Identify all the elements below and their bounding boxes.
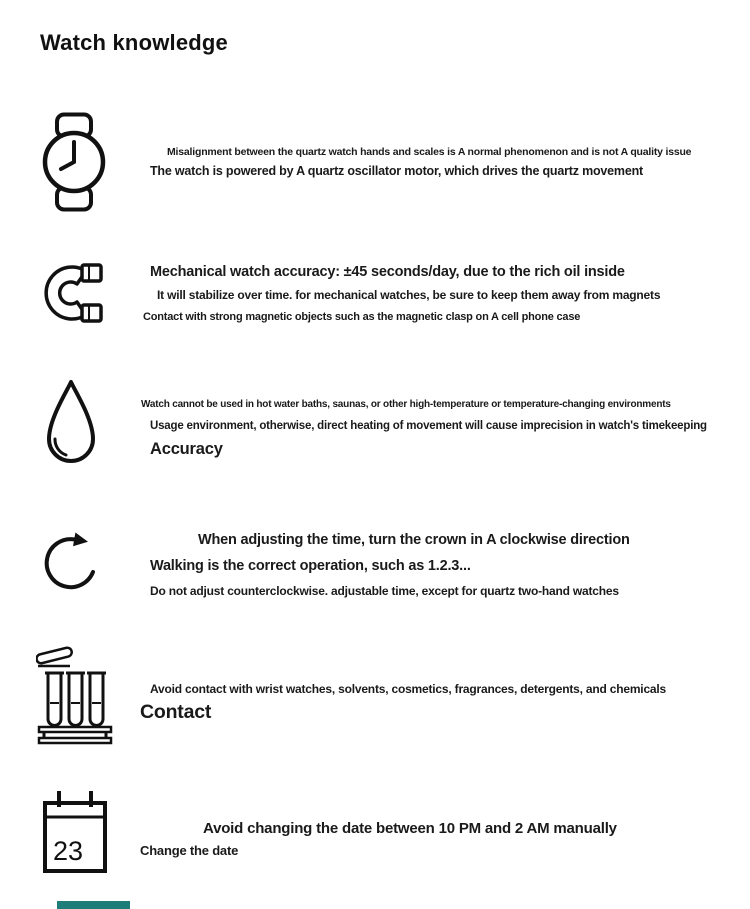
temperature-sub-text: Usage environment, otherwise, direct heating of movement will cause imprecision in watch's timekeeping xyxy=(150,420,707,432)
wristwatch-icon-svg xyxy=(42,112,106,212)
crown-sub-text: Walking is the correct operation, such as 1.2.3... xyxy=(150,558,471,574)
magnet-heading-text: Mechanical watch accuracy: ±45 seconds/day, due to the rich oil inside xyxy=(150,264,625,280)
calendar-icon xyxy=(40,788,110,878)
test-tubes-icon-svg xyxy=(36,645,114,747)
date-sub-text: Change the date xyxy=(140,843,239,858)
water-drop-icon-svg xyxy=(40,377,102,473)
crown-note-text: Do not adjust counterclockwise. adjustable time, except for quartz two-hand watches xyxy=(150,584,619,598)
calendar-icon-svg xyxy=(40,788,110,878)
calendar-day-number: 23 xyxy=(53,836,84,866)
magnet-icon-svg xyxy=(40,262,108,324)
page-title: Watch knowledge xyxy=(40,30,228,55)
chemicals-heading-text: Contact xyxy=(140,701,212,723)
clockwise-arrow-icon xyxy=(38,521,108,599)
magnet-sub-text: It will stabilize over time. for mechanical watches, be sure to keep them away from magnets xyxy=(157,288,661,302)
test-tubes-icon xyxy=(36,645,114,747)
temperature-heading-text: Accuracy xyxy=(150,440,223,458)
magnet-note-text: Contact with strong magnetic objects such as the magnetic clasp on A cell phone case xyxy=(143,311,581,323)
temperature-note-text: Watch cannot be used in hot water baths, saunas, or other high-temperature or temperature-changing environments xyxy=(141,399,671,410)
bottom-accent-bar xyxy=(57,901,130,909)
quartz-main-text: The watch is powered by A quartz oscillator motor, which drives the quartz movement xyxy=(150,164,643,178)
date-heading-text: Avoid changing the date between 10 PM and 2 AM manually xyxy=(203,820,617,837)
wristwatch-icon xyxy=(42,112,106,212)
clockwise-arrow-icon-svg xyxy=(38,521,108,599)
chemicals-note-text: Avoid contact with wrist watches, solvents, cosmetics, fragrances, detergents, and chemicals xyxy=(150,682,666,696)
crown-heading-text: When adjusting the time, turn the crown in A clockwise direction xyxy=(198,532,630,548)
magnet-icon xyxy=(40,262,108,324)
quartz-note-text: Misalignment between the quartz watch hands and scales is A normal phenomenon and is not A quality issue xyxy=(167,146,692,158)
water-drop-icon xyxy=(40,377,102,473)
